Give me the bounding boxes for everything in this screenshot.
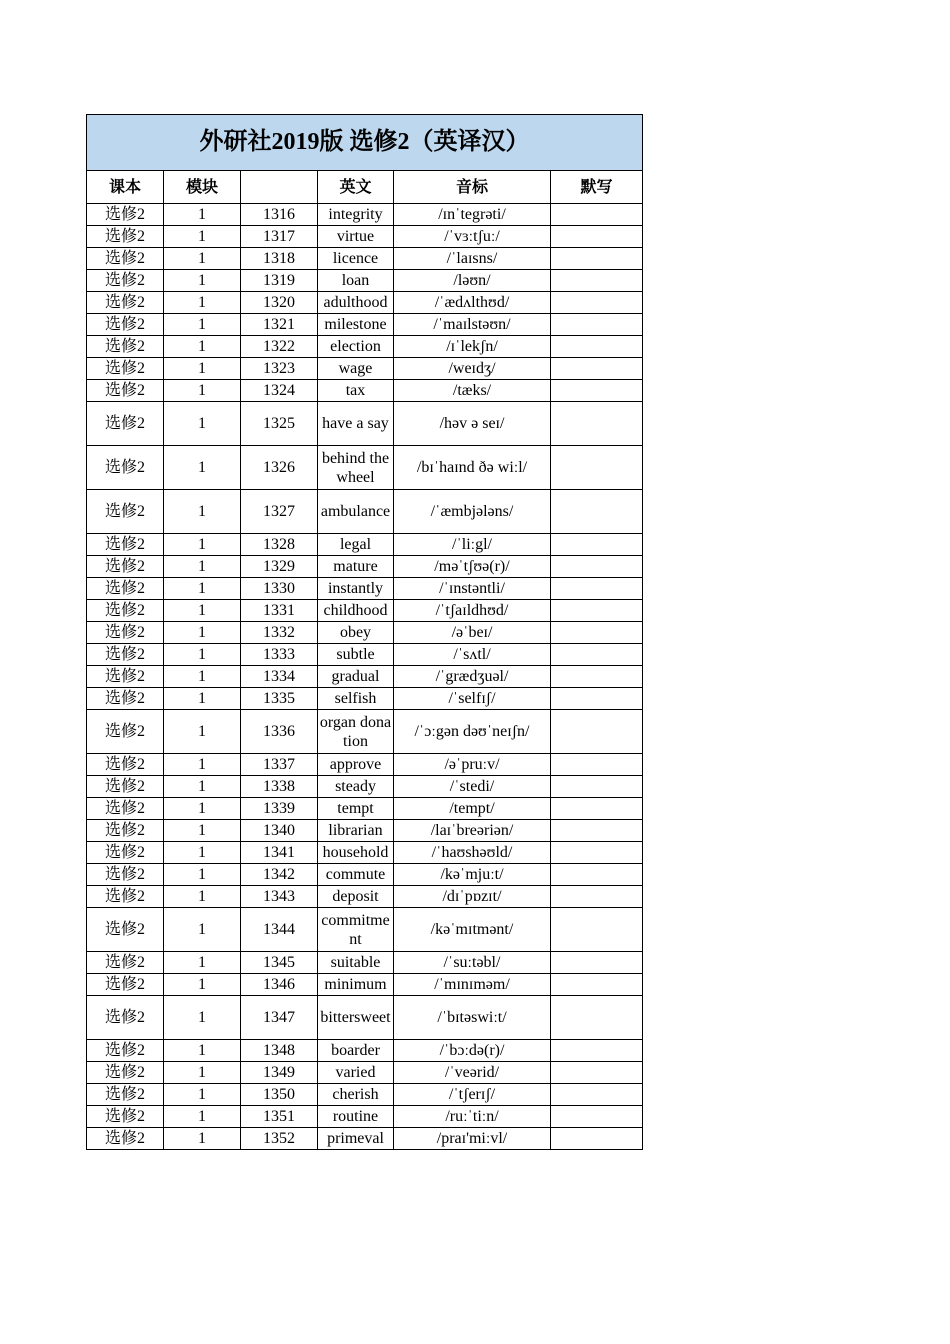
table-row [87, 776, 643, 798]
header-ipa: 音标 [394, 171, 551, 204]
cell-module: 1 [164, 1106, 241, 1128]
cell-book: 选修2 [87, 380, 164, 402]
table-row [87, 204, 643, 226]
table-row [87, 402, 643, 446]
cell-number: 1346 [241, 974, 318, 996]
cell-dictation[interactable] [551, 578, 643, 600]
cell-ipa: /ˈmɪnɪməm/ [394, 974, 551, 996]
cell-ipa: /ˈlaɪsns/ [394, 248, 551, 270]
cell-dictation[interactable] [551, 798, 643, 820]
cell-book: 选修2 [87, 1062, 164, 1084]
cell-module: 1 [164, 534, 241, 556]
cell-module: 1 [164, 952, 241, 974]
cell-book: 选修2 [87, 1040, 164, 1062]
cell-dictation[interactable] [551, 402, 643, 446]
cell-dictation[interactable] [551, 688, 643, 710]
cell-book: 选修2 [87, 490, 164, 534]
cell-number: 1347 [241, 996, 318, 1040]
cell-ipa: /ˈtʃerɪʃ/ [394, 1084, 551, 1106]
cell-english: instantly [318, 578, 394, 600]
cell-module: 1 [164, 402, 241, 446]
table-row [87, 864, 643, 886]
cell-book: 选修2 [87, 798, 164, 820]
cell-english: mature [318, 556, 394, 578]
cell-book: 选修2 [87, 358, 164, 380]
cell-number: 1335 [241, 688, 318, 710]
cell-ipa: /ˈvɜːtʃuː/ [394, 226, 551, 248]
cell-english: licence [318, 248, 394, 270]
table-row [87, 798, 643, 820]
cell-number: 1341 [241, 842, 318, 864]
cell-dictation[interactable] [551, 996, 643, 1040]
cell-english: ambulance [318, 490, 394, 534]
cell-english: tax [318, 380, 394, 402]
cell-dictation[interactable] [551, 1040, 643, 1062]
cell-module: 1 [164, 754, 241, 776]
cell-dictation[interactable] [551, 292, 643, 314]
table-row [87, 1128, 643, 1150]
table-row [87, 446, 643, 490]
cell-ipa: /ˈhaʊshəʊld/ [394, 842, 551, 864]
table-row [87, 908, 643, 952]
cell-module: 1 [164, 776, 241, 798]
table-row [87, 600, 643, 622]
cell-english: adulthood [318, 292, 394, 314]
header-module: 模块 [164, 171, 241, 204]
cell-dictation[interactable] [551, 380, 643, 402]
cell-english: obey [318, 622, 394, 644]
cell-number: 1328 [241, 534, 318, 556]
cell-english: bittersweet [318, 996, 394, 1040]
cell-ipa: /ˈmaɪlstəʊn/ [394, 314, 551, 336]
table-row [87, 886, 643, 908]
cell-module: 1 [164, 644, 241, 666]
cell-dictation[interactable] [551, 1106, 643, 1128]
cell-number: 1316 [241, 204, 318, 226]
cell-english: election [318, 336, 394, 358]
cell-ipa: /ˈtʃaɪldhʊd/ [394, 600, 551, 622]
cell-book: 选修2 [87, 688, 164, 710]
cell-book: 选修2 [87, 1084, 164, 1106]
cell-ipa: /məˈtʃʊə(r)/ [394, 556, 551, 578]
cell-english: commitment [318, 908, 394, 952]
cell-english: selfish [318, 688, 394, 710]
cell-book: 选修2 [87, 1128, 164, 1150]
cell-book: 选修2 [87, 534, 164, 556]
cell-ipa: /ɪnˈtegrəti/ [394, 204, 551, 226]
cell-dictation[interactable] [551, 842, 643, 864]
cell-number: 1321 [241, 314, 318, 336]
cell-ipa: /ˈbɪtəswiːt/ [394, 996, 551, 1040]
cell-english: integrity [318, 204, 394, 226]
cell-book: 选修2 [87, 314, 164, 336]
cell-dictation[interactable] [551, 446, 643, 490]
table-row [87, 1106, 643, 1128]
cell-english: cherish [318, 1084, 394, 1106]
cell-book: 选修2 [87, 952, 164, 974]
cell-ipa: /ˈɔːgən dəʊˈneɪʃn/ [394, 710, 551, 754]
cell-book: 选修2 [87, 336, 164, 358]
table-row [87, 336, 643, 358]
cell-module: 1 [164, 666, 241, 688]
cell-module: 1 [164, 578, 241, 600]
cell-english: boarder [318, 1040, 394, 1062]
table-row [87, 754, 643, 776]
cell-ipa: /tempt/ [394, 798, 551, 820]
cell-book: 选修2 [87, 754, 164, 776]
cell-english: commute [318, 864, 394, 886]
cell-number: 1342 [241, 864, 318, 886]
cell-book: 选修2 [87, 270, 164, 292]
cell-module: 1 [164, 710, 241, 754]
cell-dictation[interactable] [551, 556, 643, 578]
cell-number: 1340 [241, 820, 318, 842]
cell-module: 1 [164, 842, 241, 864]
cell-module: 1 [164, 226, 241, 248]
cell-dictation[interactable] [551, 710, 643, 754]
cell-ipa: /ɪˈlekʃn/ [394, 336, 551, 358]
cell-number: 1331 [241, 600, 318, 622]
cell-module: 1 [164, 908, 241, 952]
cell-module: 1 [164, 292, 241, 314]
cell-module: 1 [164, 490, 241, 534]
cell-english: minimum [318, 974, 394, 996]
table-row [87, 842, 643, 864]
cell-dictation[interactable] [551, 226, 643, 248]
cell-english: organ donation [318, 710, 394, 754]
table-row [87, 688, 643, 710]
cell-number: 1349 [241, 1062, 318, 1084]
table-row [87, 490, 643, 534]
cell-dictation[interactable] [551, 1128, 643, 1150]
cell-ipa: /ˈselfɪʃ/ [394, 688, 551, 710]
table-row [87, 1084, 643, 1106]
cell-book: 选修2 [87, 556, 164, 578]
cell-module: 1 [164, 446, 241, 490]
cell-english: milestone [318, 314, 394, 336]
cell-number: 1322 [241, 336, 318, 358]
cell-english: steady [318, 776, 394, 798]
cell-english: approve [318, 754, 394, 776]
cell-ipa: /ˈsʌtl/ [394, 644, 551, 666]
cell-module: 1 [164, 600, 241, 622]
cell-module: 1 [164, 204, 241, 226]
cell-module: 1 [164, 820, 241, 842]
cell-ipa: /ˈliːgl/ [394, 534, 551, 556]
cell-number: 1344 [241, 908, 318, 952]
cell-dictation[interactable] [551, 622, 643, 644]
cell-module: 1 [164, 270, 241, 292]
cell-dictation[interactable] [551, 314, 643, 336]
cell-ipa: /kəˈmjuːt/ [394, 864, 551, 886]
cell-module: 1 [164, 798, 241, 820]
cell-module: 1 [164, 1062, 241, 1084]
cell-english: have a say [318, 402, 394, 446]
cell-ipa: /ˈædʌlthʊd/ [394, 292, 551, 314]
cell-book: 选修2 [87, 204, 164, 226]
cell-number: 1343 [241, 886, 318, 908]
cell-module: 1 [164, 974, 241, 996]
cell-ipa: /ˈæmbjələns/ [394, 490, 551, 534]
cell-book: 选修2 [87, 996, 164, 1040]
cell-book: 选修2 [87, 402, 164, 446]
header-row [87, 171, 643, 204]
cell-ipa: /ˈgrædʒuəl/ [394, 666, 551, 688]
cell-module: 1 [164, 1128, 241, 1150]
cell-dictation[interactable] [551, 270, 643, 292]
table-row [87, 666, 643, 688]
table-row [87, 270, 643, 292]
cell-ipa: /ruːˈtiːn/ [394, 1106, 551, 1128]
table-row [87, 622, 643, 644]
header-number [241, 171, 318, 204]
cell-number: 1333 [241, 644, 318, 666]
cell-number: 1327 [241, 490, 318, 534]
cell-dictation[interactable] [551, 908, 643, 952]
cell-module: 1 [164, 864, 241, 886]
cell-number: 1332 [241, 622, 318, 644]
table-row [87, 292, 643, 314]
cell-dictation[interactable] [551, 776, 643, 798]
cell-english: virtue [318, 226, 394, 248]
cell-number: 1317 [241, 226, 318, 248]
table-row [87, 226, 643, 248]
cell-ipa: /praɪ'miːvl/ [394, 1128, 551, 1150]
cell-ipa: /ˈbɔːdə(r)/ [394, 1040, 551, 1062]
cell-english: gradual [318, 666, 394, 688]
cell-english: primeval [318, 1128, 394, 1150]
cell-dictation[interactable] [551, 204, 643, 226]
header-book: 课本 [87, 171, 164, 204]
cell-book: 选修2 [87, 666, 164, 688]
cell-book: 选修2 [87, 292, 164, 314]
cell-book: 选修2 [87, 710, 164, 754]
cell-module: 1 [164, 688, 241, 710]
cell-english: childhood [318, 600, 394, 622]
cell-english: legal [318, 534, 394, 556]
cell-module: 1 [164, 358, 241, 380]
cell-book: 选修2 [87, 644, 164, 666]
cell-module: 1 [164, 1084, 241, 1106]
cell-english: deposit [318, 886, 394, 908]
cell-dictation[interactable] [551, 600, 643, 622]
cell-number: 1334 [241, 666, 318, 688]
cell-ipa: /ˈɪnstəntli/ [394, 578, 551, 600]
cell-dictation[interactable] [551, 974, 643, 996]
cell-english: suitable [318, 952, 394, 974]
cell-ipa: /tæks/ [394, 380, 551, 402]
cell-dictation[interactable] [551, 248, 643, 270]
cell-ipa: /əˈbeɪ/ [394, 622, 551, 644]
table-row [87, 358, 643, 380]
cell-module: 1 [164, 248, 241, 270]
table-row [87, 974, 643, 996]
cell-dictation[interactable] [551, 358, 643, 380]
cell-number: 1339 [241, 798, 318, 820]
cell-ipa: /əˈpruːv/ [394, 754, 551, 776]
cell-ipa: /bɪˈhaɪnd ðə wiːl/ [394, 446, 551, 490]
cell-module: 1 [164, 380, 241, 402]
cell-dictation[interactable] [551, 666, 643, 688]
cell-ipa: /ˈsuːtəbl/ [394, 952, 551, 974]
sheet-title: 外研社2019版 选修2（英译汉） [87, 115, 643, 171]
cell-dictation[interactable] [551, 336, 643, 358]
table-row [87, 534, 643, 556]
cell-english: subtle [318, 644, 394, 666]
cell-book: 选修2 [87, 842, 164, 864]
cell-ipa: /weɪdʒ/ [394, 358, 551, 380]
cell-module: 1 [164, 622, 241, 644]
cell-ipa: /ˈstedi/ [394, 776, 551, 798]
cell-english: routine [318, 1106, 394, 1128]
cell-number: 1348 [241, 1040, 318, 1062]
cell-number: 1338 [241, 776, 318, 798]
vocab-table [86, 114, 643, 1150]
cell-module: 1 [164, 1040, 241, 1062]
cell-number: 1352 [241, 1128, 318, 1150]
header-dictation: 默写 [551, 171, 643, 204]
cell-english: loan [318, 270, 394, 292]
table-row [87, 952, 643, 974]
table-row [87, 578, 643, 600]
cell-number: 1350 [241, 1084, 318, 1106]
cell-module: 1 [164, 996, 241, 1040]
cell-ipa: /həv ə seɪ/ [394, 402, 551, 446]
cell-book: 选修2 [87, 622, 164, 644]
cell-book: 选修2 [87, 974, 164, 996]
table-row [87, 710, 643, 754]
cell-dictation[interactable] [551, 820, 643, 842]
cell-ipa: /dɪˈpɒzɪt/ [394, 886, 551, 908]
cell-number: 1336 [241, 710, 318, 754]
cell-dictation[interactable] [551, 1084, 643, 1106]
cell-dictation[interactable] [551, 952, 643, 974]
cell-book: 选修2 [87, 578, 164, 600]
cell-number: 1324 [241, 380, 318, 402]
cell-book: 选修2 [87, 446, 164, 490]
cell-book: 选修2 [87, 864, 164, 886]
cell-module: 1 [164, 314, 241, 336]
cell-number: 1323 [241, 358, 318, 380]
header-english: 英文 [318, 171, 394, 204]
cell-english: behind the wheel [318, 446, 394, 490]
cell-ipa: /ləʊn/ [394, 270, 551, 292]
cell-dictation[interactable] [551, 754, 643, 776]
table-row [87, 556, 643, 578]
cell-dictation[interactable] [551, 1062, 643, 1084]
cell-dictation[interactable] [551, 490, 643, 534]
cell-book: 选修2 [87, 908, 164, 952]
cell-number: 1329 [241, 556, 318, 578]
cell-number: 1326 [241, 446, 318, 490]
cell-module: 1 [164, 556, 241, 578]
cell-number: 1319 [241, 270, 318, 292]
cell-english: household [318, 842, 394, 864]
cell-book: 选修2 [87, 820, 164, 842]
cell-book: 选修2 [87, 1106, 164, 1128]
cell-book: 选修2 [87, 248, 164, 270]
cell-dictation[interactable] [551, 644, 643, 666]
cell-book: 选修2 [87, 776, 164, 798]
cell-ipa: /kəˈmɪtmənt/ [394, 908, 551, 952]
cell-module: 1 [164, 336, 241, 358]
table-row [87, 380, 643, 402]
cell-module: 1 [164, 886, 241, 908]
cell-number: 1351 [241, 1106, 318, 1128]
cell-english: tempt [318, 798, 394, 820]
table-row [87, 820, 643, 842]
cell-dictation[interactable] [551, 886, 643, 908]
table-row [87, 1062, 643, 1084]
cell-number: 1330 [241, 578, 318, 600]
cell-english: varied [318, 1062, 394, 1084]
cell-number: 1320 [241, 292, 318, 314]
cell-ipa: /laɪˈbreəriən/ [394, 820, 551, 842]
cell-number: 1345 [241, 952, 318, 974]
cell-dictation[interactable] [551, 864, 643, 886]
table-row [87, 1040, 643, 1062]
cell-dictation[interactable] [551, 534, 643, 556]
table-row [87, 996, 643, 1040]
cell-book: 选修2 [87, 600, 164, 622]
cell-number: 1318 [241, 248, 318, 270]
cell-english: librarian [318, 820, 394, 842]
cell-book: 选修2 [87, 226, 164, 248]
table-row [87, 248, 643, 270]
cell-ipa: /ˈveərid/ [394, 1062, 551, 1084]
cell-english: wage [318, 358, 394, 380]
cell-number: 1337 [241, 754, 318, 776]
cell-number: 1325 [241, 402, 318, 446]
table-row [87, 314, 643, 336]
table-row [87, 644, 643, 666]
cell-book: 选修2 [87, 886, 164, 908]
